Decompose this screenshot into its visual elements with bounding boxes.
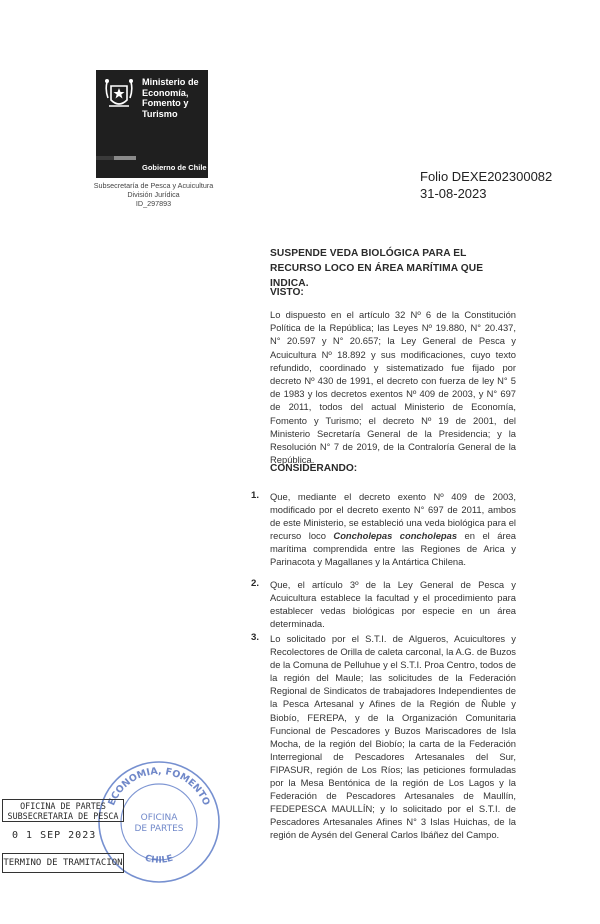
considerando-item-1 <box>270 490 516 569</box>
stamp-office-line2: SUBSECRETARIA DE PESCA <box>2 811 124 822</box>
ministry-name: Ministerio de Economía, Fomento y Turismo <box>142 77 199 119</box>
subsecretaria-label: Subsecretaría de Pesca y Acuicultura <box>93 181 214 190</box>
seal-center-text-1: OFICINA <box>140 813 178 823</box>
flag-bar-light <box>114 156 136 160</box>
svg-text:CHILE <box>144 854 175 866</box>
stamp-date: 0 1 SEP 2023 <box>12 830 97 841</box>
document-title: SUSPENDE VEDA BIOLÓGICA PARA EL RECURSO LOCO EN ÁREA MARÍTIMA QUE INDICA. <box>270 248 484 289</box>
division-label: División Jurídica <box>127 190 180 199</box>
visto-text: Lo dispuesto en el artículo 32 Nº 6 de la Constitución Política de la República; las Leyes Nº 19.880, N° 20.437, N° 20.597 y N° 20.657; la Ley General de Pesca y Acuicultura Nº 18.892 y sus modificaciones, cuyo texto refundido, coordinado y sistematizado fue fijado por decreto Nº 430 de 1991, el decreto con fuerza de ley N° 5 de 1983 y los decretos exentos Nº 409 de 2003, y N° 697 de 2011, todos del actual Ministerio de Economía, Fomento y Turismo; el decreto Nº 19 de 2001, del Ministerio Secretaría General de la Presidencia; y la Resolución N° 7 de 2019, de la Contraloría General de la República. <box>270 309 516 466</box>
considerando-item-2 <box>270 578 516 630</box>
considerando-item-3 <box>270 632 516 842</box>
flag-bar-dark <box>96 156 114 160</box>
government-label: Gobierno de Chile <box>142 163 207 172</box>
item-text: Lo solicitado por el S.T.I. de Algueros, Acuicultores y Recolectores de Orilla de caleta carconal, la A.G. de Buzos de la Comuna de Pelluhue y el S.T.I. Proa Centro, todos de la región del Maule; las solicitudes de la Federación Regional de Sindicatos de trabajadores Independientes de la Pesca Artesanal y Afines de la Región de Ñuble y Biobío, FEREPA, y de la Organización Comunitaria Funcional de Pescadores y Buzos Mariscadores de Isla Mocha, de la región del Biobío; la carta de la Federación Interregional de Pescadores Artesanales del Sur, FIPASUR, región de Los Ríos; las peticiones formuladas por la Mesa Bentónica de la región de Los Lagos y la Federación de Pescadores Artesanales de Maullín, FEDEPESCA MAULLÍN; y lo solicitado por el S.T.I. de Pescadores Artesanales Afines N° 3 Islas Huichas, de la región de Aysén del General Carlos Ibáñez del Campo. <box>270 633 516 841</box>
seal-bottom-text: CHILE <box>143 853 175 866</box>
coat-of-arms-icon <box>102 76 136 114</box>
item-text: Que, el artículo 3º de la Ley General de Pesca y Acuicultura establece la facultad y el procedimiento para establecer vedas biológicas por especie en un área determinada. <box>270 579 516 630</box>
folio-block <box>420 168 552 202</box>
document-code: ID_297893 <box>135 199 172 208</box>
seal-center-text-2: DE PARTES <box>134 824 184 834</box>
considerando-heading: CONSIDERANDO: <box>270 463 358 474</box>
visto-heading: VISTO: <box>270 287 304 298</box>
item-text-end: en el área marítima comprendida entre las Regiones de Arica y Parinacota y Magallanes y la Antártica Chilena. <box>270 530 516 568</box>
folio-date: 31-08-2023 <box>420 186 487 201</box>
folio-number: Folio DEXE202300082 <box>420 169 553 184</box>
item-number: 3. <box>251 632 260 643</box>
item-number: 1. <box>251 490 260 501</box>
item-text: Que, mediante el decreto exento Nº 409 de 2003, modificado por el decreto exento N° 697 de 2011, ambos de este Ministerio, se estableció una veda biológica para el recurso loco <box>270 491 516 542</box>
stamp-office-line1: OFICINA DE PARTES <box>2 799 124 812</box>
office-reception-stamp <box>2 799 124 877</box>
department-info <box>91 181 216 208</box>
ministry-logo <box>96 70 208 178</box>
species-name: Concholepas concholepas <box>333 530 458 542</box>
stamp-termino: TERMINO DE TRAMITACION <box>2 853 124 873</box>
seal-top-text: ECONOMIA, FOMENTO <box>106 765 212 808</box>
item-number: 2. <box>251 578 260 589</box>
